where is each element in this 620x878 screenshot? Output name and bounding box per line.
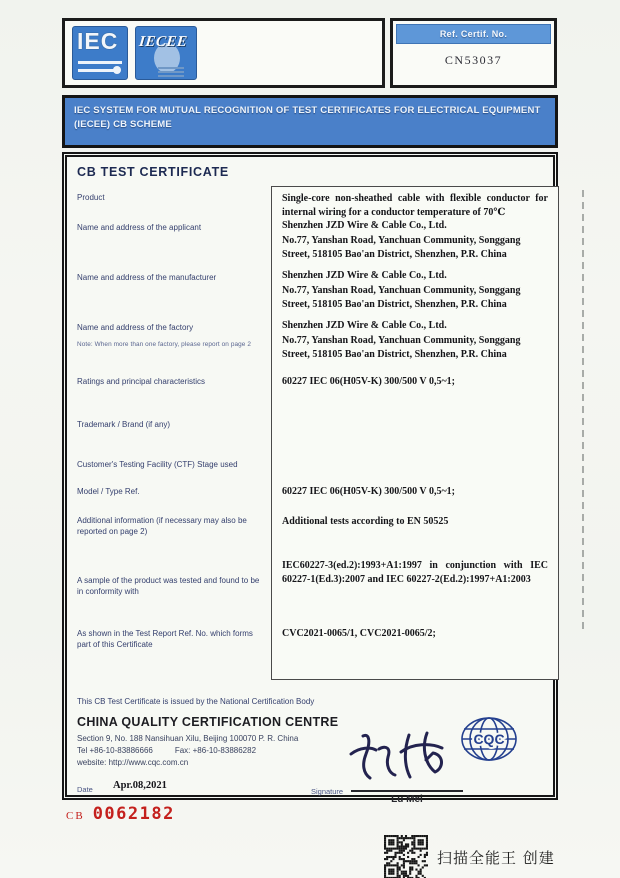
row-value-factory: Shenzhen JZD Wire & Cable Co., Ltd. No.77, Yanshan Road, Yanchuan Community, Songgang Street, 518105 Bao'an District, Shenzhen, P.R. China xyxy=(282,320,521,360)
certification-body-name: CHINA QUALITY CERTIFICATION CENTRE xyxy=(77,715,339,729)
ref-certif-label: Ref. Certif. No. xyxy=(396,24,551,44)
cb-serial-number: 0062182 xyxy=(92,804,175,824)
iecee-logo-icon xyxy=(135,26,197,80)
date-label: Date xyxy=(77,785,93,794)
row-value-manufacturer: Shenzhen JZD Wire & Cable Co., Ltd. No.77, Yanshan Road, Yanchuan Community, Songgang Street, 518105 Bao'an District, Shenzhen, P.R. China xyxy=(282,270,521,310)
iec-logo-bar xyxy=(78,69,114,73)
row-value-testreport: CVC2021-0065/1, CVC2021-0065/2; xyxy=(282,628,436,639)
row-note-factory: Note: When more than one factory, please report on page 2 xyxy=(77,341,251,348)
row-label-model: Model / Type Ref. xyxy=(77,487,140,496)
row-value-model: 60227 IEC 06(H05V-K) 300/500 V 0,5~1; xyxy=(282,486,455,497)
scan-artifact-line xyxy=(582,190,584,630)
row-label-applicant: Name and address of the applicant xyxy=(77,223,202,232)
signature-label: Signature xyxy=(311,787,344,796)
row-value-product: Single-core non-sheathed cable with flexible conductor for internal wiring for a conductor temperature of 70℃ xyxy=(282,193,548,218)
iec-logo-dot xyxy=(113,66,121,74)
header-logo-box xyxy=(62,18,385,88)
certification-body-telfax xyxy=(77,746,256,755)
row-label-ctf: Customer's Testing Facility (CTF) Stage used xyxy=(77,460,238,469)
row-label-ratings: Ratings and principal characteristics xyxy=(77,377,206,386)
certification-body-website: website: http://www.cqc.com.cn xyxy=(77,758,189,767)
row-value-ratings: 60227 IEC 06(H05V-K) 300/500 V 0,5~1; xyxy=(282,376,455,387)
tel-text: Tel +86-10-83886666 xyxy=(77,746,153,755)
iec-logo-bar xyxy=(78,61,122,65)
row-label-testreport: As shown in the Test Report Ref. No. which forms part of this Certificate xyxy=(77,629,253,649)
row-value-applicant: Shenzhen JZD Wire & Cable Co., Ltd. No.77, Yanshan Road, Yanchuan Community, Songgang Street, 518105 Bao'an District, Shenzhen, P.R. China xyxy=(282,220,521,260)
scanner-app-text: 扫描全能王 创建 xyxy=(437,848,555,867)
signature-line xyxy=(351,790,463,792)
fax-text: Fax: +86-10-83886282 xyxy=(174,746,257,755)
row-label-manufacturer: Name and address of the manufacturer xyxy=(77,273,217,282)
row-label-trademark: Trademark / Brand (if any) xyxy=(77,420,171,429)
cb-serial-prefix: CB xyxy=(66,810,85,822)
handwritten-signature xyxy=(343,724,463,788)
qr-code-icon xyxy=(384,835,428,878)
iecee-logo-text: IECEE xyxy=(138,34,189,50)
row-value-additional: Additional tests according to EN 50525 xyxy=(282,516,449,527)
date-value: Apr.08,2021 xyxy=(113,780,167,791)
row-label-product: Product xyxy=(77,193,105,202)
cb-serial-stamp xyxy=(66,804,175,824)
row-value-conformity: IEC60227-3(ed.2):1993+A1:1997 in conjunction with IEC 60227-1(Ed.3):2007 and IEC 60227-2(Ed.2):1997+A1:2003 xyxy=(282,560,548,585)
cqc-logo-icon xyxy=(459,715,519,763)
certificate-title: CB TEST CERTIFICATE xyxy=(77,165,229,179)
iec-logo-text: IEC xyxy=(77,28,119,54)
row-label-factory: Name and address of the factory xyxy=(77,323,194,332)
row-label-conformity: A sample of the product was tested and found to be in conformity with xyxy=(77,576,260,596)
scheme-banner: IEC SYSTEM FOR MUTUAL RECOGNITION OF TEST CERTIFICATES FOR ELECTRICAL EQUIPMENT (IECEE) CB SCHEME xyxy=(62,95,558,148)
value-panel xyxy=(271,186,559,680)
signer-name: Lu Mei xyxy=(391,794,423,805)
certificate-body xyxy=(62,152,558,805)
scanner-watermark xyxy=(384,835,555,878)
iec-logo-icon xyxy=(72,26,128,80)
row-label-additional: Additional information (if necessary may also be reported on page 2) xyxy=(77,516,247,536)
cqc-logo-text: CQC xyxy=(473,731,505,747)
certification-body-address: Section 9, No. 188 Nansihuan Xilu, Beijing 100070 P. R. China xyxy=(77,734,299,743)
ref-certif-box xyxy=(390,18,557,88)
ref-certif-number: CN53037 xyxy=(444,53,503,67)
issued-by-note: This CB Test Certificate is issued by the National Certification Body xyxy=(77,697,315,706)
